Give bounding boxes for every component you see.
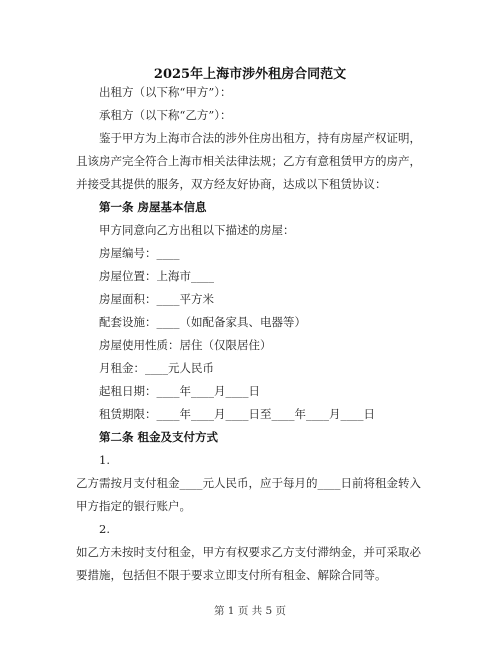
preamble-line-3: 并接受其提供的服务，双方经友好协商，达成以下租赁协议： (76, 177, 387, 191)
item-1-number: 1. (99, 453, 110, 467)
house-number-line: 房屋编号：____ (99, 246, 180, 260)
preamble-line-1: 鉴于甲方为上海市合法的涉外住房出租方，持有房屋产权证明， (99, 131, 421, 145)
item-2-text-line-1: 如乙方未按时支付租金，甲方有权要求乙方支付滞纳金，并可采取必 (76, 545, 421, 559)
item-2-text-line-2: 要措施，包括但不限于要求立即支付所有租金、解除合同等。 (76, 568, 387, 582)
house-location-line: 房屋位置：上海市____ (99, 269, 214, 283)
item-1-text-line-2: 甲方指定的银行账户。 (76, 499, 191, 513)
start-date-line: 起租日期：____年____月____日 (99, 384, 260, 398)
article-1-heading: 第一条 房屋基本信息 (99, 200, 207, 214)
lease-term-line: 租赁期限：____年____月____日至____年____月____日 (99, 407, 375, 421)
item-2-number: 2. (99, 522, 110, 536)
item-1-text-line-1: 乙方需按月支付租金____元人民币，应于每月的____日前将租金转入 (76, 476, 421, 490)
facilities-line: 配套设施：____（如配备家具、电器等） (99, 315, 306, 329)
article-1-intro: 甲方同意向乙方出租以下描述的房屋： (99, 223, 295, 237)
lessee-line: 承租方（以下称“乙方”）： (99, 108, 232, 122)
usage-line: 房屋使用性质：居住（仅限居住） (99, 338, 272, 352)
article-2-heading: 第二条 租金及支付方式 (99, 430, 219, 444)
page-footer: 第 1 页 共 5 页 (213, 605, 287, 617)
preamble-line-2: 且该房产完全符合上海市相关法律法规；乙方有意租赁甲方的房产， (76, 154, 421, 168)
monthly-rent-line: 月租金：____元人民币 (99, 361, 214, 375)
house-area-line: 房屋面积：____平方米 (99, 292, 214, 306)
lessor-line: 出租方（以下称“甲方”）： (99, 85, 232, 99)
document-title: 2025年上海市涉外租房合同范文 (153, 67, 347, 82)
